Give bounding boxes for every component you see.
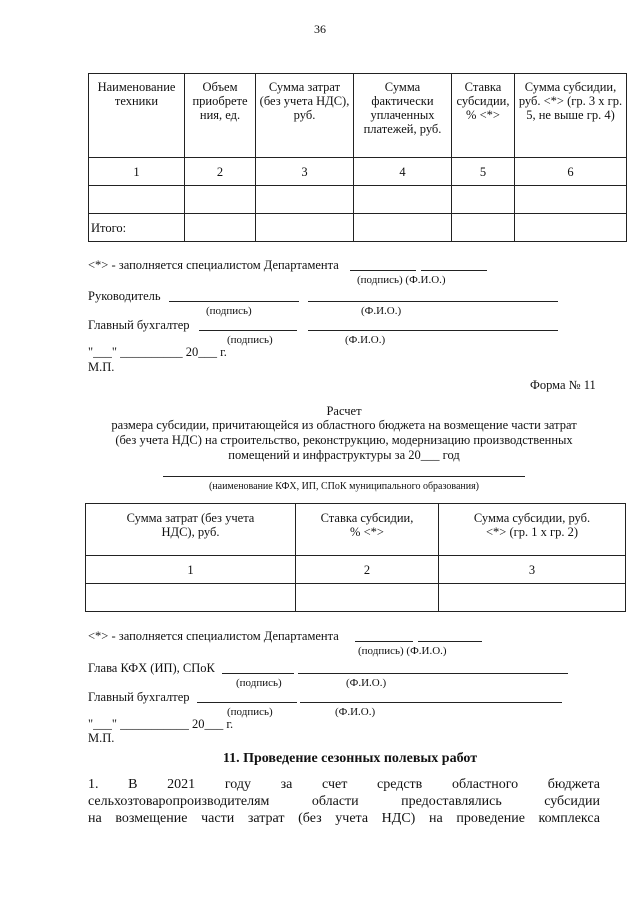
- table-row: [86, 584, 626, 612]
- specialist-note: <*> - заполняется специалистом Департамента: [88, 258, 339, 272]
- accountant-signature-line: [197, 702, 297, 703]
- head-name-line: [298, 673, 568, 674]
- head-sign-caption: (подпись): [236, 677, 282, 689]
- date-line: "___" ___________ 20___ г.: [88, 717, 234, 731]
- col-number: 3: [256, 158, 354, 186]
- stamp-label: М.П.: [88, 731, 115, 745]
- calc-line-2: (без учета НДС) на строительство, реконструкцию, модернизацию производственных: [115, 433, 573, 447]
- head-name-caption: (Ф.И.О.): [361, 305, 402, 317]
- date-line: "___" __________ 20___ г.: [88, 345, 227, 359]
- table-cell: [439, 584, 626, 612]
- table-cell: [452, 186, 515, 214]
- head-label: Руководитель: [88, 289, 161, 303]
- calc-line-1: размера субсидии, причитающейся из областного бюджета на возмещение части затрат: [111, 418, 577, 432]
- table-cell: [89, 186, 185, 214]
- head-label: Глава КФХ (ИП), СПоК: [88, 661, 215, 675]
- head-name-line: [308, 301, 558, 302]
- table-cell: [452, 214, 515, 242]
- subsidy-calc-table: [85, 503, 626, 612]
- signature-caption: (подпись) (Ф.И.О.): [357, 274, 446, 286]
- stamp-label: М.П.: [88, 360, 115, 374]
- specialist-note: <*> - заполняется специалистом Департамента: [88, 629, 339, 643]
- table-cell: [296, 584, 439, 612]
- table-cell: [185, 214, 256, 242]
- col-header-costs: Сумма затрат (без учета НДС), руб.: [256, 74, 354, 158]
- table-cell: [354, 186, 452, 214]
- page-number: 36: [314, 22, 326, 36]
- head-signature-line: [222, 673, 294, 674]
- table-header-row: [89, 74, 627, 158]
- head-sign-caption: (подпись): [206, 305, 252, 317]
- signature-caption: (подпись) (Ф.И.О.): [358, 645, 447, 657]
- head-name-caption: (Ф.И.О.): [346, 677, 387, 689]
- col-number: 3: [439, 556, 626, 584]
- table-cell: [86, 584, 296, 612]
- col-number: 1: [86, 556, 296, 584]
- col-header-rate: Ставка субсидии, % <*>: [296, 504, 439, 556]
- accountant-signature-line: [199, 330, 297, 331]
- equipment-table: [88, 73, 627, 242]
- signature-line: [355, 641, 413, 642]
- table-total-row: [89, 214, 627, 242]
- section-paragraph-line-1: 1. В 2021 году за счет средств областного бюджета: [88, 777, 600, 792]
- org-caption: (наименование КФХ, ИП, СПоК муниципального образования): [208, 481, 480, 492]
- table-cell: [515, 186, 627, 214]
- accountant-name-caption: (Ф.И.О.): [335, 706, 376, 718]
- table-number-row: [86, 556, 626, 584]
- total-label: Итого:: [89, 214, 185, 242]
- col-header-costs: Сумма затрат (без учета НДС), руб.: [86, 504, 296, 556]
- accountant-label: Главный бухгалтер: [88, 318, 190, 332]
- name-line: [421, 270, 487, 271]
- col-number: 5: [452, 158, 515, 186]
- section-heading: 11. Проведение сезонных полевых работ: [222, 751, 478, 766]
- table-header-row: [86, 504, 626, 556]
- calc-line-3: помещений и инфраструктуры за 20___ год: [228, 448, 460, 462]
- table-row: [89, 186, 627, 214]
- col-number: 2: [296, 556, 439, 584]
- name-line: [418, 641, 482, 642]
- accountant-name-line: [308, 330, 558, 331]
- table-cell: [256, 214, 354, 242]
- accountant-label: Главный бухгалтер: [88, 690, 190, 704]
- col-number: 6: [515, 158, 627, 186]
- table-number-row: [89, 158, 627, 186]
- form-label: Форма № 11: [530, 378, 596, 392]
- head-signature-line: [169, 301, 299, 302]
- col-number: 4: [354, 158, 452, 186]
- col-header-payments: Сумма фактически уплаченных платежей, руб.: [354, 74, 452, 158]
- accountant-name-line: [300, 702, 562, 703]
- table-cell: [256, 186, 354, 214]
- col-header-quantity: Объем приобрете ния, ед.: [185, 74, 256, 158]
- section-paragraph-line-2: сельхозтоваропроизводителям области предоставлялись субсидии: [88, 794, 600, 809]
- col-number: 1: [89, 158, 185, 186]
- signature-line: [350, 270, 416, 271]
- col-header-subsidy: Сумма субсидии, руб. <*> (гр. 1 x гр. 2): [439, 504, 626, 556]
- accountant-sign-caption: (подпись): [227, 706, 273, 718]
- section-paragraph-line-3: на возмещение части затрат (без учета НДС) на проведение комплекса: [88, 811, 600, 826]
- col-header-equipment: Наименование техники: [89, 74, 185, 158]
- table-cell: [185, 186, 256, 214]
- col-header-subsidy: Сумма субсидии, руб. <*> (гр. 3 x гр. 5, не выше гр. 4): [515, 74, 627, 158]
- col-header-rate: Ставка субсидии, % <*>: [452, 74, 515, 158]
- table-cell: [515, 214, 627, 242]
- col-number: 2: [185, 158, 256, 186]
- table-cell: [354, 214, 452, 242]
- accountant-name-caption: (Ф.И.О.): [345, 334, 386, 346]
- calc-title: Расчет: [326, 404, 362, 418]
- accountant-sign-caption: (подпись): [227, 334, 273, 346]
- org-name-line: [163, 476, 525, 477]
